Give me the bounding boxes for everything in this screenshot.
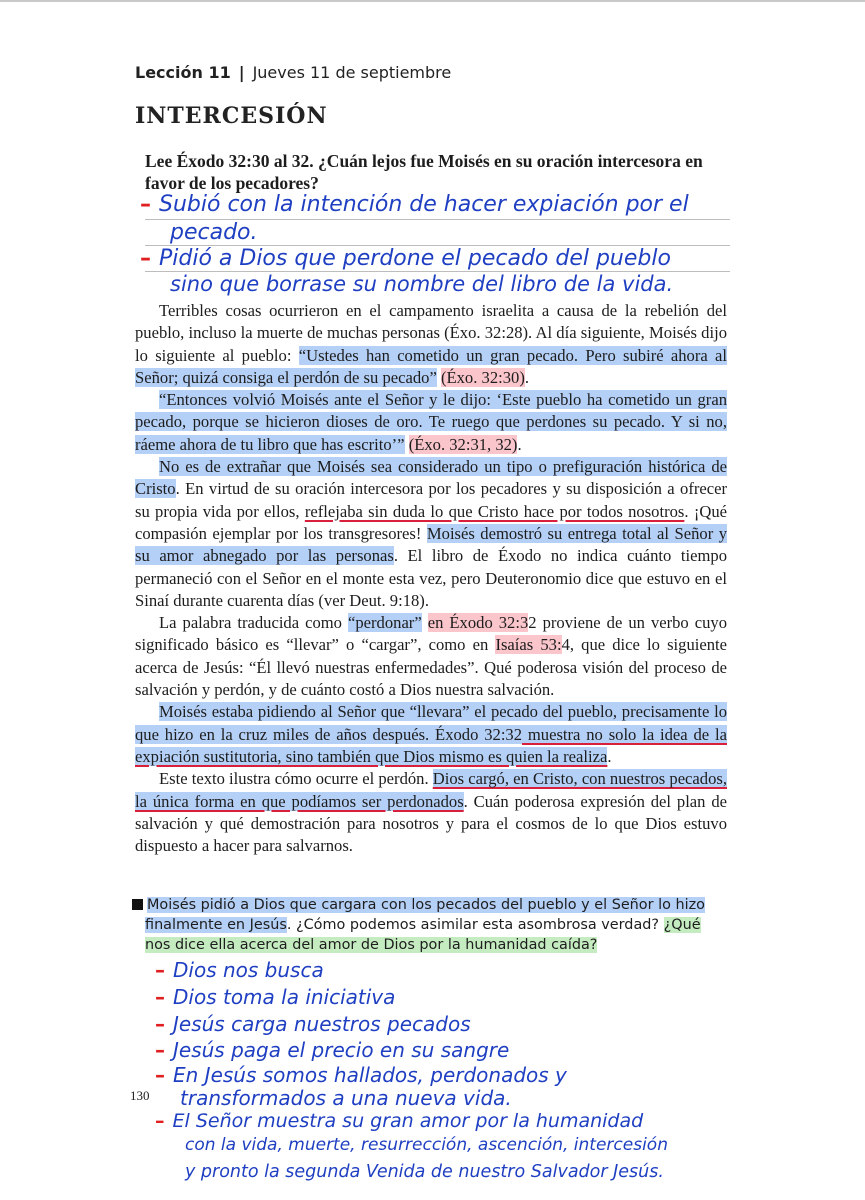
handwritten-answer-line: – En Jesús somos hallados, perdonados y bbox=[155, 1063, 567, 1087]
highlight-blue: “perdonar” bbox=[348, 613, 422, 633]
highlight-blue-underlined: Dios cargó, en Cristo, con nuestros pecados, la única forma en que podíamos ser perdonados bbox=[135, 769, 727, 811]
lesson-header bbox=[135, 63, 451, 82]
highlight-red: (Éxo. 32:31, 32) bbox=[408, 434, 518, 454]
highlight-blue: “Ustedes han cometido un gran pecado. Pero subiré ahora al Señor; quizá consiga el perdón de su pecado” bbox=[135, 345, 727, 387]
handwritten-answer-line: y pronto la segunda Venida de nuestro Salvador Jesús. bbox=[185, 1162, 664, 1182]
highlight-red: en Éxodo 32:3 bbox=[427, 613, 529, 633]
handwritten-answer-line: – Jesús paga el precio en su sangre bbox=[155, 1038, 510, 1062]
page-number: 130 bbox=[130, 1088, 150, 1103]
highlight-blue-underlined: muestra no solo la idea de la expiación sustitutoria, sino también que Dios mismo es quien la realiza bbox=[135, 724, 727, 766]
paragraph-6: Este texto ilustra cómo ocurre el perdón. Dios cargó, en Cristo, con nuestros pecados, la única forma en que podíamos ser perdonados. Cuán poderosa expresión del plan de salvación y qué demostración para nosotros y para el cosmos de lo que Dios estuvo dispuesto a hacer para salvarnos. bbox=[135, 769, 728, 856]
paragraph-2: “Entonces volvió Moisés ante el Señor y le dijo: ‘Este pueblo ha cometido un gran pecado, porque se hicieron dioses de oro. Te ruego que perdones su pecado. Y si no, ráeme ahora de tu libro que has escrito’” (Éxo. 32:31, 32). bbox=[135, 390, 727, 454]
highlight-blue: Moisés pidió a Dios que cargara con los pecados del pueblo y el Señor lo hizo finalmente en Jesús bbox=[145, 897, 705, 933]
handwritten-answer-line: – El Señor muestra su gran amor por la humanidad bbox=[155, 1110, 644, 1132]
study-question: Lee Éxodo 32:30 al 32. ¿Cuán lejos fue Moisés en su oración intercesora en favor de los pecadores? bbox=[145, 151, 703, 193]
page-top-edge bbox=[0, 0, 865, 2]
handwritten-answer-line: – Dios toma la iniciativa bbox=[155, 985, 396, 1009]
highlight-red: Isaías 53: bbox=[495, 635, 562, 655]
highlight-red: (Éxo. 32:30) bbox=[440, 367, 525, 387]
discussion-question: Moisés pidió a Dios que cargara con los pecados del pueblo y el Señor lo hizo finalmente en Jesús. ¿Cómo podemos asimilar esta asombrosa verdad? ¿Qué nos dice ella acerca del amor de Dios por la humanidad caída? bbox=[145, 895, 725, 955]
handwritten-answer-line: con la vida, muerte, resurrección, ascención, intercesión bbox=[185, 1135, 668, 1155]
lesson-body bbox=[135, 300, 727, 857]
paragraph-3: No es de extrañar que Moisés sea considerado un tipo o prefiguración histórica de Cristo. En virtud de su oración intercesora por los pecadores y su disposición a ofrecer su propia vida por ellos, reflejaba sin duda lo que Cristo hace por todos nosotros. ¡Qué compasión ejemplar por los transgresores! Moisés demostró su entrega total al Señor y su amor abnegado por las personas. El libro de Éxodo no indica cuánto tiempo permaneció con el Señor en el monte esta vez, pero Deuteronomio dice que estuvo en el Sinaí durante cuarenta días (ver Deut. 9:18). bbox=[135, 457, 727, 610]
handwritten-answer-line: – Dios nos busca bbox=[155, 958, 324, 982]
paragraph-1: Terribles cosas ocurrieron en el campamento israelita a causa de la rebelión del pueblo, incluso la muerte de muchas personas (Éxo. 32:28). Al día siguiente, Moisés dijo lo siguiente al pueblo: “Ustedes han cometido un gran pecado. Pero subiré ahora al Señor; quizá consiga el perdón de su pecado” (Éxo. 32:30). bbox=[135, 301, 727, 387]
lesson-date: Jueves 11 de septiembre bbox=[252, 63, 452, 82]
handwritten-answer-line: pecado. bbox=[170, 220, 258, 245]
handwritten-answer-line: transformados a una nueva vida. bbox=[180, 1086, 512, 1110]
handwritten-answer-line: – Jesús carga nuestros pecados bbox=[155, 1012, 471, 1036]
lesson-number: Lección 11 bbox=[135, 63, 231, 82]
handwritten-answer-line: sino que borrase su nombre del libro de la vida. bbox=[170, 272, 674, 296]
page-title: INTERCESIÓN bbox=[135, 103, 328, 129]
handwritten-answer-line: – Subió con la intención de hacer expiación por el bbox=[140, 192, 689, 217]
highlight-blue: No es de extrañar que Moisés sea considerado un tipo o prefiguración histórica de Cristo bbox=[135, 457, 727, 499]
paragraph-5: Moisés estaba pidiendo al Señor que “llevara” el pecado del pueblo, precisamente lo que hizo en la cruz miles de años después. Éxodo 32:32 muestra no solo la idea de la expiación sustitutoria, sino también que Dios mismo es quien la realiza. bbox=[135, 702, 727, 766]
highlight-blue: Moisés demostró su entrega total al Señor y su amor abnegado por las personas bbox=[135, 523, 727, 566]
square-bullet-icon bbox=[132, 899, 143, 910]
highlight-blue: “Entonces volvió Moisés ante el Señor y le dijo: ‘Este pueblo ha cometido un gran pecado, porque se hicieron dioses de oro. Te ruego que perdones su pecado. Y si no, ráeme ahora de tu libro que has escrito’” bbox=[135, 390, 727, 454]
header-separator: | bbox=[238, 63, 245, 82]
handwritten-answer-line: – Pidió a Dios que perdone el pecado del pueblo bbox=[140, 246, 671, 271]
highlight-green: ¿Qué nos dice ella acerca del amor de Dios por la humanidad caída? bbox=[145, 917, 701, 953]
highlight-blue: Moisés estaba pidiendo al Señor que “llevara” el pecado del pueblo, precisamente lo que hizo en la cruz miles de años después. Éxodo 32:32 bbox=[135, 702, 727, 744]
underline-red: reflejaba sin duda lo que Cristo hace por todos nosotros bbox=[304, 501, 685, 521]
paragraph-4: La palabra traducida como “perdonar” en Éxodo 32:32 proviene de un verbo cuyo significado básico es “llevar” o “cargar”, como en Isaías 53:4, que dice lo siguiente acerca de Jesús: “Él llevó nuestras enfermedades”. Qué poderosa visión del proceso de salvación y perdón, y de cuánto costó a Dios nuestra salvación. bbox=[135, 613, 728, 700]
